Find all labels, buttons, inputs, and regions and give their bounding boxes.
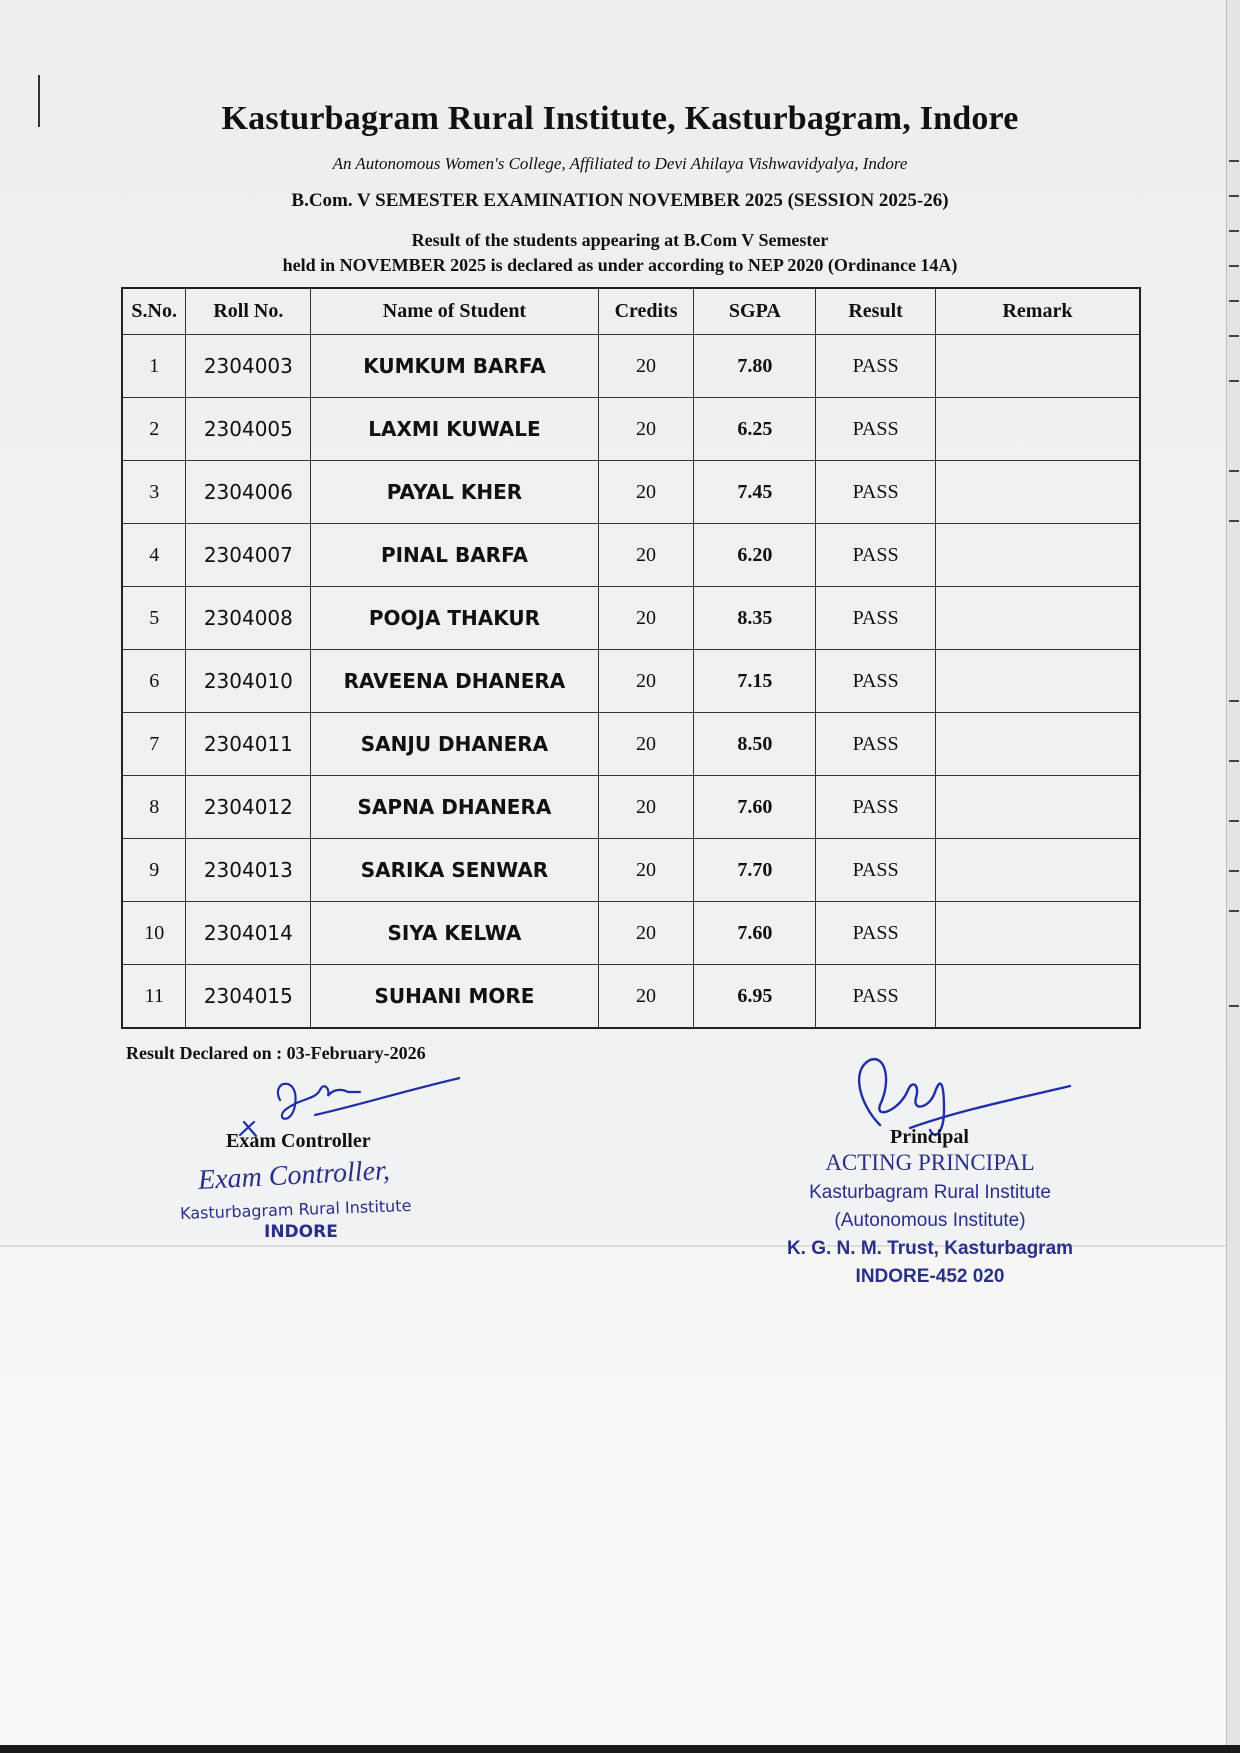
cell-sgpa: 7.80 — [694, 335, 816, 398]
cell-remark — [935, 650, 1140, 713]
cell-sgpa: 8.50 — [694, 713, 816, 776]
cell-name: PAYAL KHER — [311, 461, 598, 524]
cell-roll: 2304008 — [186, 587, 311, 650]
cell-sno: 4 — [122, 524, 186, 587]
institute-subtitle: An Autonomous Women's College, Affiliated to Devi Ahilaya Vishwavidyalya, Indore — [332, 154, 908, 173]
header-credits: Credits — [598, 288, 694, 335]
table-row — [122, 461, 1140, 524]
cell-roll: 2304012 — [186, 776, 311, 839]
cell-sgpa: 6.25 — [694, 398, 816, 461]
table-row — [122, 335, 1140, 398]
cell-roll: 2304006 — [186, 461, 311, 524]
cell-sno: 11 — [122, 965, 186, 1029]
cell-credits: 20 — [598, 776, 694, 839]
exam-title: B.Com. V SEMESTER EXAMINATION NOVEMBER 2025 (SESSION 2025-26) — [291, 190, 949, 211]
cell-sno: 8 — [122, 776, 186, 839]
cell-sgpa: 7.15 — [694, 650, 816, 713]
cell-remark — [935, 965, 1140, 1029]
scan-bottom-edge — [0, 1745, 1240, 1753]
cell-remark — [935, 776, 1140, 839]
cell-credits: 20 — [598, 650, 694, 713]
cell-result: PASS — [816, 965, 936, 1029]
header-sno: S.No. — [122, 288, 186, 335]
cell-sno: 6 — [122, 650, 186, 713]
principal-signature-block — [780, 1050, 1100, 1300]
cell-credits: 20 — [598, 524, 694, 587]
cell-result: PASS — [816, 461, 936, 524]
table-row — [122, 398, 1140, 461]
exam-controller-stamp-city: INDORE — [264, 1222, 338, 1242]
cell-name: PINAL BARFA — [311, 524, 598, 587]
cell-roll: 2304015 — [186, 965, 311, 1029]
cell-roll: 2304007 — [186, 524, 311, 587]
cell-result: PASS — [816, 902, 936, 965]
cell-sgpa: 8.35 — [694, 587, 816, 650]
cell-roll: 2304013 — [186, 839, 311, 902]
table-row — [122, 713, 1140, 776]
cell-credits: 20 — [598, 902, 694, 965]
cell-result: PASS — [816, 335, 936, 398]
principal-label: Principal — [890, 1126, 969, 1148]
principal-stamp-line: K. G. N. M. Trust, Kasturbagram — [786, 1238, 1074, 1259]
cell-sno: 5 — [122, 587, 186, 650]
table-row — [122, 902, 1140, 965]
cell-name: RAVEENA DHANERA — [311, 650, 598, 713]
cell-credits: 20 — [598, 965, 694, 1029]
cell-remark — [935, 839, 1140, 902]
cell-sno: 3 — [122, 461, 186, 524]
cell-result: PASS — [816, 713, 936, 776]
table-row — [122, 839, 1140, 902]
cell-sgpa: 6.20 — [694, 524, 816, 587]
cell-result: PASS — [816, 776, 936, 839]
cell-name: POOJA THAKUR — [311, 587, 598, 650]
exam-controller-label: Exam Controller — [226, 1130, 371, 1152]
cell-result: PASS — [816, 650, 936, 713]
cell-remark — [935, 902, 1140, 965]
header-name: Name of Student — [311, 288, 598, 335]
cell-result: PASS — [816, 587, 936, 650]
institute-name: Kasturbagram Rural Institute, Kasturbagram, Indore — [221, 100, 1019, 137]
cell-sgpa: 7.60 — [694, 902, 816, 965]
cell-remark — [935, 461, 1140, 524]
principal-stamp-line: INDORE-452 020 — [855, 1266, 1005, 1287]
cell-roll: 2304014 — [186, 902, 311, 965]
header-sgpa: SGPA — [694, 288, 816, 335]
cell-name: KUMKUM BARFA — [311, 335, 598, 398]
header-remark: Remark — [935, 288, 1140, 335]
cell-credits: 20 — [598, 461, 694, 524]
cell-credits: 20 — [598, 398, 694, 461]
cell-sno: 9 — [122, 839, 186, 902]
cell-sgpa: 7.60 — [694, 776, 816, 839]
cell-credits: 20 — [598, 713, 694, 776]
cell-credits: 20 — [598, 839, 694, 902]
cell-sgpa: 7.70 — [694, 839, 816, 902]
cell-remark — [935, 713, 1140, 776]
cell-credits: 20 — [598, 335, 694, 398]
cell-roll: 2304010 — [186, 650, 311, 713]
cell-name: SIYA KELWA — [311, 902, 598, 965]
exam-controller-stamp-title: Exam Controller, — [197, 1155, 391, 1196]
results-table — [121, 287, 1141, 1029]
cell-result: PASS — [816, 839, 936, 902]
result-note-line1: Result of the students appearing at B.Com V Semester — [411, 230, 829, 250]
cell-name: SUHANI MORE — [311, 965, 598, 1029]
cell-sno: 2 — [122, 398, 186, 461]
document-header — [0, 100, 1240, 276]
cell-sno: 1 — [122, 335, 186, 398]
table-header-row — [122, 288, 1140, 335]
cell-result: PASS — [816, 398, 936, 461]
principal-stamp-line: Kasturbagram Rural Institute — [809, 1182, 1051, 1203]
cell-sno: 7 — [122, 713, 186, 776]
cell-remark — [935, 524, 1140, 587]
table-row — [122, 524, 1140, 587]
cell-name: LAXMI KUWALE — [311, 398, 598, 461]
cell-remark — [935, 335, 1140, 398]
result-declared-date: Result Declared on : 03-February-2026 — [126, 1043, 426, 1063]
principal-stamp-line: (Autonomous Institute) — [834, 1210, 1026, 1231]
cell-name: SAPNA DHANERA — [311, 776, 598, 839]
cell-name: SARIKA SENWAR — [311, 839, 598, 902]
cell-roll: 2304005 — [186, 398, 311, 461]
cell-credits: 20 — [598, 587, 694, 650]
cell-result: PASS — [816, 524, 936, 587]
cell-remark — [935, 398, 1140, 461]
exam-controller-stamp-institute: Kasturbagram Rural Institute — [179, 1195, 412, 1224]
cell-sgpa: 6.95 — [694, 965, 816, 1029]
table-row — [122, 650, 1140, 713]
table-row — [122, 776, 1140, 839]
table-row — [122, 587, 1140, 650]
cell-sno: 10 — [122, 902, 186, 965]
cell-name: SANJU DHANERA — [311, 713, 598, 776]
cell-roll: 2304011 — [186, 713, 311, 776]
exam-controller-signature-block — [160, 1070, 480, 1250]
table-row — [122, 965, 1140, 1029]
header-roll: Roll No. — [186, 288, 311, 335]
principal-stamp-line: ACTING PRINCIPAL — [825, 1150, 1035, 1175]
cell-remark — [935, 587, 1140, 650]
result-note-line2: held in NOVEMBER 2025 is declared as under according to NEP 2020 (Ordinance 14A) — [282, 255, 958, 275]
cell-sgpa: 7.45 — [694, 461, 816, 524]
cell-roll: 2304003 — [186, 335, 311, 398]
header-result: Result — [816, 288, 936, 335]
